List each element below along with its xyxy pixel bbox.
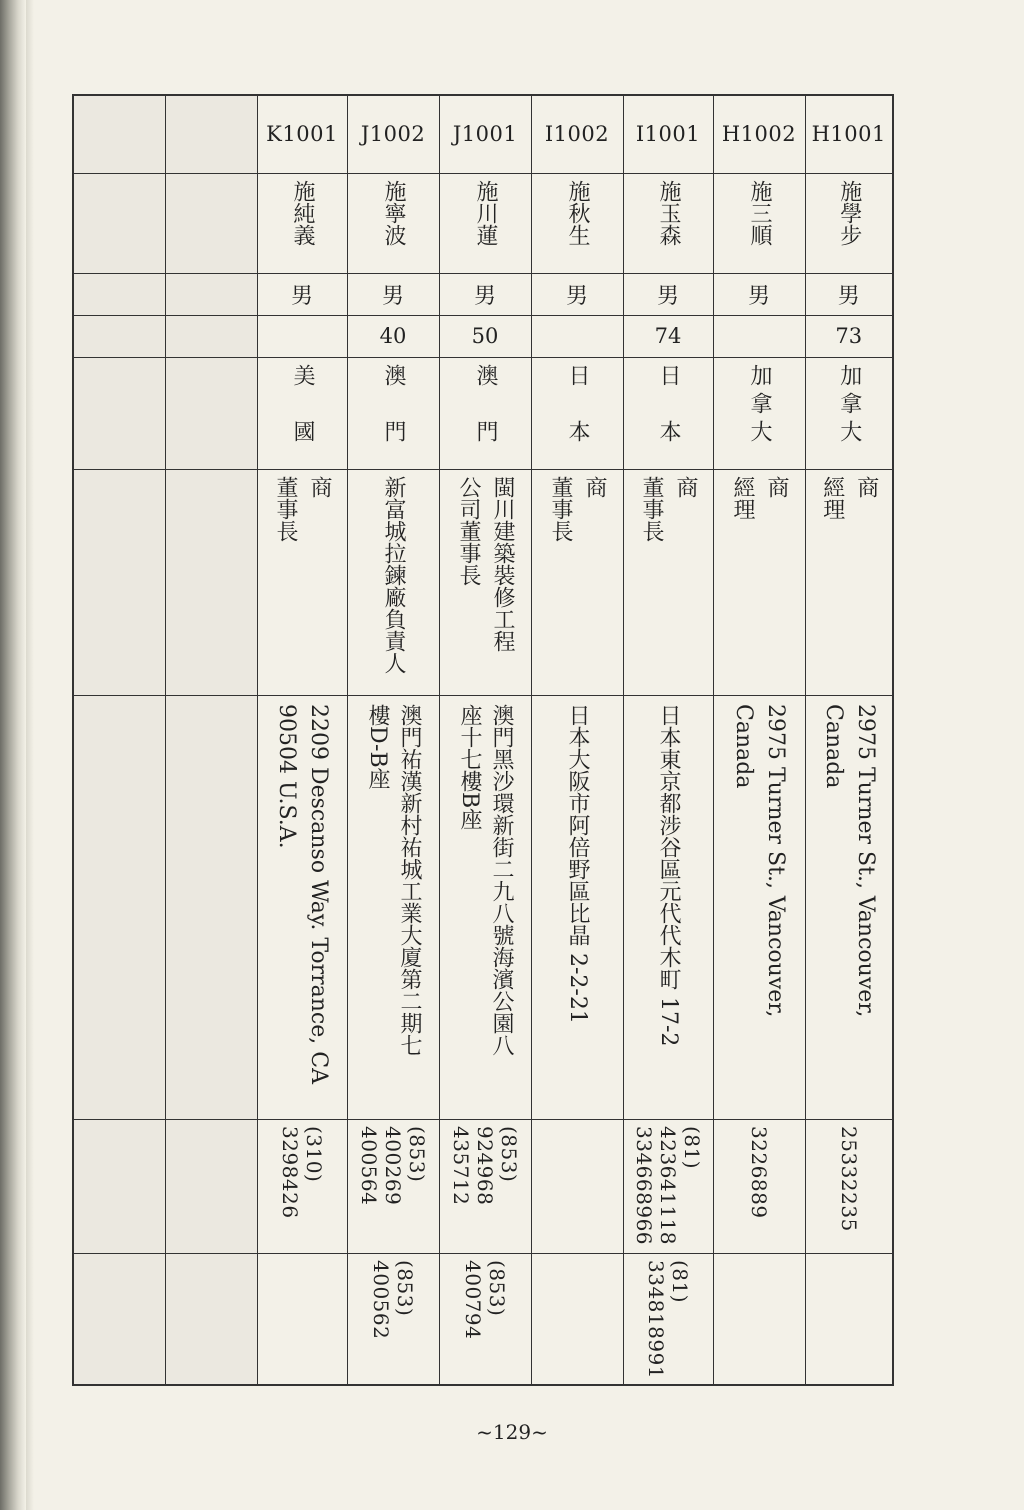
blank-cell (73, 469, 165, 695)
nationality-cell (805, 357, 893, 469)
phone-line: (81) (680, 1125, 704, 1169)
nationality-value: 澳門 (473, 363, 498, 442)
address-line: 日本大阪市阿倍野區比晶 2-2-21 (565, 703, 590, 1024)
nationality-cell (257, 357, 347, 469)
nationality-cell (439, 357, 531, 469)
phone2-lines (532, 1254, 623, 1260)
sex-cell (713, 273, 805, 315)
occupation-cell (257, 469, 347, 695)
blank-cell (165, 95, 257, 173)
age-cell (805, 315, 893, 357)
blank-cell (165, 695, 257, 1119)
row-nationality (73, 357, 893, 469)
phone1-lines (258, 1120, 347, 1219)
occupation-line: 商 (307, 475, 332, 498)
record-code: K1001 (266, 122, 338, 147)
age-value: 73 (835, 324, 863, 348)
book-spine-shadow (0, 0, 26, 1510)
address-line: 樓D-B座 (365, 703, 390, 790)
occupation-line: 經理 (819, 475, 845, 520)
address-line: 澳門黑沙環新街二九八號海濱公園八 (489, 703, 514, 1056)
sex-value: 男 (381, 283, 404, 309)
sex-cell (531, 273, 623, 315)
sex-value: 男 (747, 283, 770, 309)
age-value: 74 (654, 324, 682, 348)
nationality-value: 日本 (565, 363, 590, 442)
address-line: Canada (820, 703, 846, 788)
phone2-cell (805, 1253, 893, 1385)
code-cell (347, 95, 439, 173)
sex-cell (439, 273, 531, 315)
occupation-line: 商 (853, 475, 879, 498)
blank-cell (165, 469, 257, 695)
phone-line: 400564 (357, 1125, 381, 1205)
age-cell (347, 315, 439, 357)
phone2-cell (713, 1253, 805, 1385)
age-cell (713, 315, 805, 357)
phone1-cell (805, 1119, 893, 1253)
blank-cell (73, 173, 165, 273)
occupation-cell (347, 469, 439, 695)
name-cell (713, 173, 805, 273)
code-cell (531, 95, 623, 173)
nationality-cell (347, 357, 439, 469)
person-name: 施純義 (290, 179, 315, 246)
blank-cell (73, 357, 165, 469)
phone-line: 3298426 (278, 1125, 302, 1219)
phone2-lines (806, 1254, 893, 1260)
blank-cell (165, 273, 257, 315)
phone2-cell (439, 1253, 531, 1385)
person-name: 施川蓮 (473, 179, 498, 246)
blank-cell (73, 315, 165, 357)
phone1-lines (532, 1120, 623, 1126)
sex-cell (257, 273, 347, 315)
phone1-cell (439, 1119, 531, 1253)
code-cell (257, 95, 347, 173)
occupation-lines (258, 470, 347, 542)
phone2-lines (624, 1254, 713, 1379)
phone-line: 400794 (461, 1259, 485, 1339)
occupation-line: 董事長 (639, 475, 664, 542)
page-edge (26, 0, 34, 1510)
phone-line: 924968 (473, 1125, 497, 1205)
phone-line: 334668966 (632, 1125, 656, 1245)
phone-line: (81) (668, 1259, 692, 1303)
occupation-lines (624, 470, 713, 542)
row-phone2 (73, 1253, 893, 1385)
phone-line: 25332235 (836, 1125, 861, 1232)
phone-line: (853) (393, 1259, 417, 1316)
phone-line: 334818991 (644, 1259, 668, 1379)
age-cell (439, 315, 531, 357)
address-cell (623, 695, 713, 1119)
phone1-lines (624, 1120, 713, 1245)
age-value: 40 (379, 324, 407, 348)
phone-line: 435712 (449, 1125, 473, 1205)
phone1-lines (348, 1120, 439, 1205)
address-line: 2975 Turner St., Vancouver, (763, 703, 788, 1017)
page-number: ~129~ (476, 1420, 548, 1444)
age-value: 50 (471, 324, 499, 348)
phone-line: (853) (405, 1125, 429, 1182)
phone1-lines (714, 1120, 805, 1219)
occupation-lines (532, 470, 623, 542)
code-cell (805, 95, 893, 173)
name-cell (805, 173, 893, 273)
occupation-line: 新富城拉鍊廠負責人 (381, 475, 406, 674)
age-cell (623, 315, 713, 357)
nationality-cell (713, 357, 805, 469)
phone1-lines (806, 1120, 893, 1232)
nationality-value: 加拿大 (836, 363, 862, 442)
address-cell (347, 695, 439, 1119)
row-phone1 (73, 1119, 893, 1253)
address-cell (439, 695, 531, 1119)
row-code (73, 95, 893, 173)
sex-value: 男 (473, 283, 496, 309)
address-line: 2975 Turner St., Vancouver, (852, 703, 878, 1017)
record-code: I1002 (544, 122, 610, 147)
phone-line: (310) (302, 1125, 326, 1182)
blank-cell (165, 1253, 257, 1385)
address-line: 90504 U.S.A. (274, 703, 299, 849)
occupation-lines (348, 470, 439, 674)
occupation-line: 經理 (730, 475, 755, 520)
occupation-line: 商 (673, 475, 698, 498)
blank-cell (165, 357, 257, 469)
phone1-lines (440, 1120, 531, 1205)
sex-value: 男 (837, 283, 860, 309)
phone2-cell (347, 1253, 439, 1385)
record-code: J1001 (452, 122, 518, 147)
address-lines (348, 696, 439, 1056)
sex-value: 男 (656, 283, 679, 309)
occupation-cell (531, 469, 623, 695)
phone2-lines (258, 1254, 347, 1260)
person-name: 施學步 (836, 179, 862, 246)
phone2-lines (348, 1254, 439, 1339)
person-name: 施秋生 (565, 179, 590, 246)
nationality-cell (623, 357, 713, 469)
phone2-lines (440, 1254, 531, 1339)
record-code: H1002 (721, 122, 797, 147)
name-cell (531, 173, 623, 273)
blank-cell (165, 315, 257, 357)
name-cell (623, 173, 713, 273)
record-code: H1001 (811, 122, 886, 147)
phone-line: (853) (485, 1259, 509, 1316)
age-cell (531, 315, 623, 357)
occupation-lines (806, 470, 893, 520)
code-cell (623, 95, 713, 173)
occupation-cell (623, 469, 713, 695)
nationality-value: 澳門 (381, 363, 406, 442)
blank-cell (73, 695, 165, 1119)
records-table (72, 94, 894, 1386)
nationality-value: 日本 (656, 363, 681, 442)
occupation-line: 商 (764, 475, 789, 498)
row-age (73, 315, 893, 357)
address-lines (532, 696, 623, 1024)
row-occupation (73, 469, 893, 695)
address-cell (805, 695, 893, 1119)
code-cell (713, 95, 805, 173)
phone-line: 400269 (381, 1125, 405, 1205)
row-name (73, 173, 893, 273)
phone-line: 400562 (369, 1259, 393, 1339)
address-lines (714, 696, 805, 1017)
phone1-cell (623, 1119, 713, 1253)
row-sex (73, 273, 893, 315)
phone-line: 3226889 (747, 1125, 771, 1219)
occupation-line: 董事長 (273, 475, 298, 542)
occupation-cell (805, 469, 893, 695)
address-line: 澳門祐漢新村祐城工業大廈第二期七 (397, 703, 422, 1056)
occupation-line: 公司董事長 (456, 475, 481, 586)
address-lines (440, 696, 531, 1056)
address-lines (624, 696, 713, 1046)
sex-value: 男 (290, 283, 313, 309)
blank-cell (165, 1119, 257, 1253)
sex-value: 男 (565, 283, 588, 309)
phone1-cell (347, 1119, 439, 1253)
phone2-cell (623, 1253, 713, 1385)
phone2-cell (531, 1253, 623, 1385)
occupation-lines (714, 470, 805, 520)
phone2-lines (714, 1254, 805, 1260)
phone-line: 423641118 (656, 1125, 680, 1245)
age-cell (257, 315, 347, 357)
occupation-cell (713, 469, 805, 695)
record-code: I1001 (635, 122, 701, 147)
person-name: 施玉森 (656, 179, 681, 246)
phone-line: (853) (497, 1125, 521, 1182)
sex-cell (347, 273, 439, 315)
occupation-lines (440, 470, 531, 652)
phone2-cell (257, 1253, 347, 1385)
address-line: 座十七樓B座 (457, 703, 482, 830)
sex-cell (805, 273, 893, 315)
address-line: 日本東京都涉谷區元代代木町 17-2 (656, 703, 681, 1046)
blank-cell (73, 273, 165, 315)
blank-cell (73, 1253, 165, 1385)
address-lines (258, 696, 347, 1084)
occupation-line: 董事長 (548, 475, 573, 542)
person-name: 施三順 (747, 179, 772, 246)
name-cell (439, 173, 531, 273)
record-code: J1002 (360, 122, 426, 147)
nationality-cell (531, 357, 623, 469)
address-cell (531, 695, 623, 1119)
blank-cell (165, 173, 257, 273)
person-name: 施寧波 (381, 179, 406, 246)
address-cell (257, 695, 347, 1119)
occupation-cell (439, 469, 531, 695)
name-cell (347, 173, 439, 273)
phone1-cell (531, 1119, 623, 1253)
address-line: 2209 Descanso Way. Torrance, CA (306, 703, 331, 1084)
occupation-line: 閩川建築裝修工程 (490, 475, 515, 652)
nationality-value: 加拿大 (747, 363, 772, 442)
sex-cell (623, 273, 713, 315)
blank-cell (73, 1119, 165, 1253)
address-lines (806, 696, 893, 1017)
code-cell (439, 95, 531, 173)
row-address (73, 695, 893, 1119)
occupation-line: 商 (582, 475, 607, 498)
nationality-value: 美國 (290, 363, 315, 442)
address-line: Canada (731, 703, 756, 788)
phone1-cell (257, 1119, 347, 1253)
phone1-cell (713, 1119, 805, 1253)
blank-cell (73, 95, 165, 173)
address-cell (713, 695, 805, 1119)
name-cell (257, 173, 347, 273)
